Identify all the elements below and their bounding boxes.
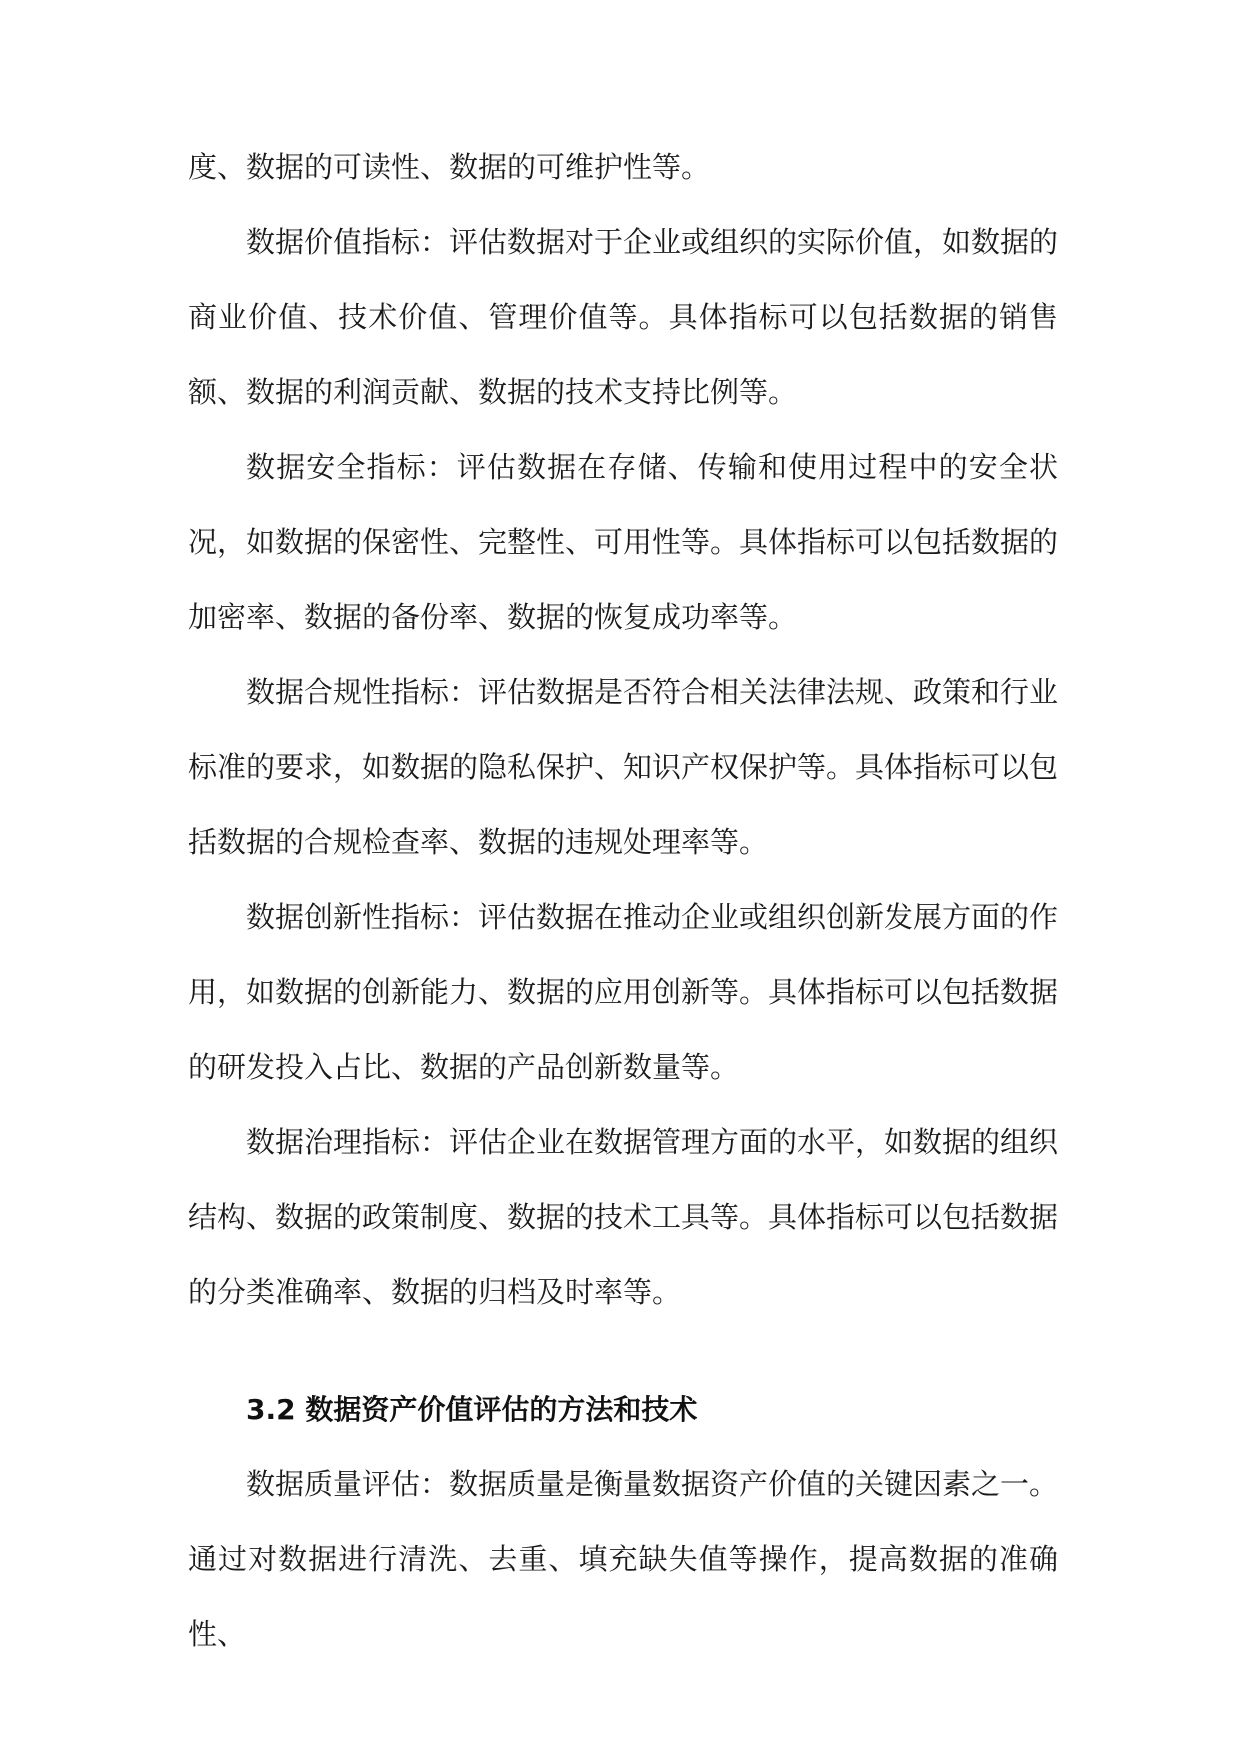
paragraph-data-security-indicators: 数据安全指标：评估数据在存储、传输和使用过程中的安全状况，如数据的保密性、完整性、可用性等。具体指标可以包括数据的加密率、数据的备份率、数据的恢复成功率等。 [188, 450, 1059, 634]
paragraph-data-compliance-indicators: 数据合规性指标：评估数据是否符合相关法律法规、政策和行业标准的要求，如数据的隐私保护、知识产权保护等。具体指标可以包括数据的合规检查率、数据的违规处理率等。 [188, 675, 1059, 859]
paragraph-continuation: 度、数据的可读性、数据的可维护性等。 [188, 150, 711, 184]
paragraph-data-value-indicators: 数据价值指标：评估数据对于企业或组织的实际价值，如数据的商业价值、技术价值、管理价值等。具体指标可以包括数据的销售额、数据的利润贡献、数据的技术支持比例等。 [188, 225, 1059, 409]
section-heading: 3.2 数据资产价值评估的方法和技术 [246, 1393, 698, 1426]
document-body [188, 130, 1058, 1672]
paragraph-data-innovation-indicators: 数据创新性指标：评估数据在推动企业或组织创新发展方面的作用，如数据的创新能力、数据的应用创新等。具体指标可以包括数据的研发投入占比、数据的产品创新数量等。 [188, 900, 1059, 1084]
paragraph-data-quality-assessment: 数据质量评估：数据质量是衡量数据资产价值的关键因素之一。通过对数据进行清洗、去重、填充缺失值等操作，提高数据的准确性、 [188, 1467, 1059, 1651]
paragraph-data-governance-indicators: 数据治理指标：评估企业在数据管理方面的水平，如数据的组织结构、数据的政策制度、数据的技术工具等。具体指标可以包括数据的分类准确率、数据的归档及时率等。 [188, 1125, 1059, 1309]
